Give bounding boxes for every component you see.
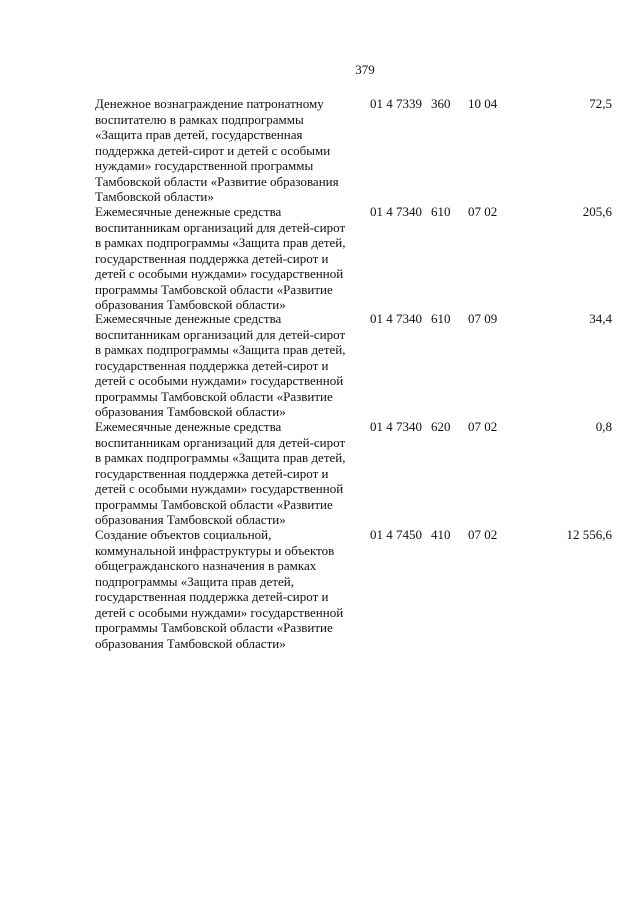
row-description: [95, 419, 370, 528]
description-line: Создание объектов социальной,: [95, 527, 272, 542]
description-line: программы Тамбовской области «Развитие: [95, 620, 333, 635]
description-line: нуждами» государственной программы: [95, 158, 314, 173]
description-line: Тамбовской области «Развитие образования: [95, 173, 339, 189]
description-line: государственная поддержка детей-сирот и: [95, 465, 329, 481]
description-line: в рамках подпрограммы «Защита прав детей,: [95, 342, 346, 357]
row-description: [95, 311, 370, 420]
description-line: детей с особыми нуждами» государственной: [95, 266, 344, 281]
row-expense-type: 610: [431, 311, 451, 326]
row-section: 10 04: [468, 96, 498, 111]
description-line: в рамках подпрограммы «Защита прав детей,: [95, 450, 346, 465]
description-line: подпрограммы «Защита прав детей,: [95, 573, 294, 589]
row-code: 01 4 7450: [370, 527, 422, 542]
description-line: детей с особыми нуждами» государственной: [95, 481, 344, 496]
description-line: воспитанникам организаций для детей-сирот: [95, 219, 346, 235]
description-line: Тамбовской области»: [95, 189, 214, 204]
row-expense-type: 360: [431, 96, 451, 111]
description-line: программы Тамбовской области «Развитие: [95, 496, 333, 512]
row-expense-type: 410: [431, 527, 451, 542]
row-amount: 72,5: [589, 96, 612, 111]
row-section: 07 02: [468, 419, 498, 434]
row-description: [95, 96, 370, 205]
description-line: образования Тамбовской области»: [95, 297, 286, 312]
row-code: 01 4 7340: [370, 204, 422, 219]
description-line: государственная поддержка детей-сирот и: [95, 589, 329, 604]
row-section: 07 09: [468, 311, 498, 326]
description-line: общегражданского назначения в рамках: [95, 558, 317, 573]
row-code: 01 4 7339: [370, 96, 422, 111]
row-description: [95, 204, 370, 313]
description-line: образования Тамбовской области»: [95, 635, 286, 651]
description-line: образования Тамбовской области»: [95, 512, 286, 527]
row-amount: 12 556,6: [566, 527, 612, 542]
description-line: поддержка детей-сирот и детей с особыми: [95, 142, 331, 158]
description-line: воспитанникам организаций для детей-сирот: [95, 326, 346, 342]
row-amount: 0,8: [595, 419, 612, 434]
description-line: «Защита прав детей, государственная: [95, 127, 303, 142]
row-amount: 34,4: [589, 311, 612, 326]
description-line: воспитанникам организаций для детей-сирот: [95, 434, 346, 450]
description-line: Ежемесячные денежные средства: [95, 204, 282, 219]
row-section: 07 02: [468, 527, 498, 542]
description-line: детей с особыми нуждами» государственной: [95, 373, 344, 388]
description-line: программы Тамбовской области «Развитие: [95, 281, 333, 297]
description-line: Ежемесячные денежные средства: [95, 419, 282, 434]
description-line: образования Тамбовской области»: [95, 404, 286, 419]
description-line: государственная поддержка детей-сирот и: [95, 250, 329, 266]
row-section: 07 02: [468, 204, 498, 219]
description-line: Денежное вознаграждение патронатному: [95, 96, 324, 111]
description-line: коммунальной инфраструктуры и объектов: [95, 542, 335, 558]
description-line: программы Тамбовской области «Развитие: [95, 388, 333, 404]
description-line: в рамках подпрограммы «Защита прав детей,: [95, 235, 346, 250]
description-line: государственная поддержка детей-сирот и: [95, 357, 329, 373]
row-description: [95, 527, 370, 651]
description-line: Ежемесячные денежные средства: [95, 311, 282, 326]
row-code: 01 4 7340: [370, 311, 422, 326]
description-line: детей с особыми нуждами» государственной: [95, 604, 344, 620]
row-code: 01 4 7340: [370, 419, 422, 434]
row-expense-type: 610: [431, 204, 451, 219]
row-expense-type: 620: [431, 419, 451, 434]
row-amount: 205,6: [582, 204, 612, 219]
page-number: 379: [355, 62, 375, 77]
description-line: воспитателю в рамках подпрограммы: [95, 111, 304, 127]
